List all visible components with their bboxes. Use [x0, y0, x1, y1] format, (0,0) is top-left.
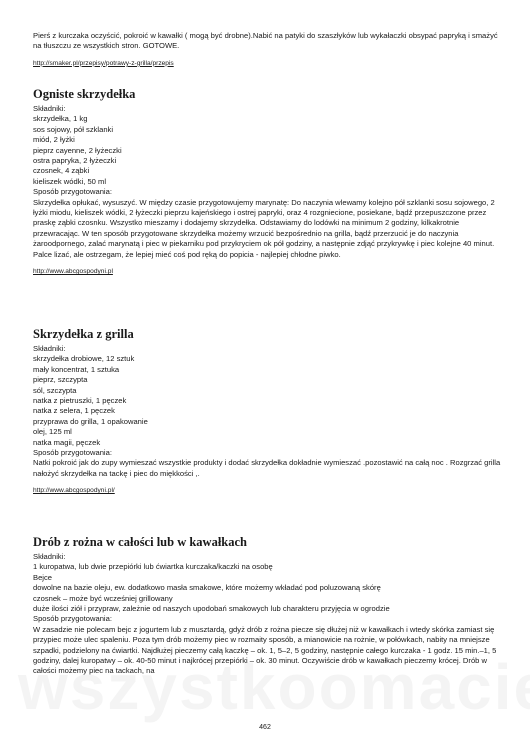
recipe-title: Drób z rożna w całości lub w kawałkach	[33, 535, 248, 549]
ingredient-item: przyprawa do grilla, 1 opakowanie	[33, 416, 148, 426]
ingredient-item: 1 kuropatwa, lub dwie przepiórki lub ćwiartka kurczaka/kaczki na osobę	[33, 562, 273, 572]
recipe-source-link[interactable]: http://www.abcgospodyni.pl	[33, 268, 113, 276]
ingredient-item: dowolne na bazie oleju, ew. dodatkowo masła smakowe, które możemy wkładać pod poluzowaną skórę	[33, 583, 381, 593]
ingredient-item: mały koncentrat, 1 sztuka	[33, 364, 120, 374]
ingredient-item: czosnek, 4 ząbki	[33, 166, 90, 176]
ingredient-item: Bejce	[33, 572, 52, 582]
ingredient-item: natka z pietruszki, 1 pęczek	[33, 396, 127, 406]
recipe-ogniste-skrzydelka	[33, 87, 501, 278]
intro-text: Pierś z kurczaka oczyścić, pokroić w kawałki ( mogą być drobne).Nabić na patyki do szaszłyków lub wykałaczki obsypać papryką i smażyć na tłuszczu ze wszystkich stron. GOTOWE.	[33, 31, 498, 51]
method-label: Sposób przygotowania:	[33, 614, 112, 624]
ingredients-label: Składniki:	[33, 344, 66, 353]
method-text: Skrzydełka opłukać, wysuszyć. W między czasie przygotowujemy marynatę: Do naczynia wlewamy kolejno pół szklanki sosu sojowego, 2 łyżki miodu, kieliszek wódki, 2 łyżeczki pieprzu kajeńskiego i ostrej papryki, oraz 4 rozgniecione, posiekane, bądź przepuszczone przez praskę ząbki czosnku. Wszystko mieszamy i dodajemy skrzydełka. Odstawiamy do lodówki na minimum 2 godziny, kilkakrotnie przewracając. W ten sposób przygotowane skrzydełka możemy wrzucić bezpośrednio na grilla, bądź przerzucić je do naczynia żaroodpornego, zalać marynatą i piec w piekarniku pod przykryciem ok pół godziny, a następnie zdjąć przykrywkę i piec kolejne 40 minut. Palce lizać, ale ostrzegam, że lepiej mieć coś pod ręką do popicia - najlepiej chłodne piwko.	[33, 197, 495, 259]
method-text: Natki pokroić jak do zupy wymieszać wszystkie produkty i dodać skrzydełka dokładnie wymieszać .pozostawić na całą noc . Rozgrzać grilla nałożyć skrzydełka na tackę i piec do miękkości ,.	[33, 458, 501, 478]
method-label: Sposób przygotowania:	[33, 448, 112, 458]
recipe-drob-z-rozna	[33, 535, 501, 677]
recipe-skrzydelka-z-grilla	[33, 327, 501, 497]
page-number: 462	[259, 724, 271, 731]
intro-section	[33, 31, 501, 70]
ingredient-item: pieprz, szczypta	[33, 375, 88, 385]
ingredient-item: natka magii, pęczek	[33, 437, 101, 447]
intro-source-link[interactable]: http://smaker.pl/przepisy/potrawy-z-grilla/przepis	[33, 59, 174, 67]
ingredient-item: miód, 2 łyżki	[33, 135, 75, 145]
ingredient-item: duże ilości ziół i przypraw, zależnie od naszych upodobań smakowych lub charakteru przyjęcia w ogrodzie	[33, 604, 390, 614]
ingredient-item: czosnek – może być wcześniej grillowany	[33, 593, 173, 603]
ingredients-label: Składniki:	[33, 552, 66, 561]
recipe-title: Skrzydełka z grilla	[33, 327, 134, 341]
method-label: Sposób przygotowania:	[33, 187, 112, 197]
recipe-title: Ogniste skrzydełka	[33, 87, 136, 101]
ingredient-item: olej, 125 ml	[33, 427, 72, 437]
ingredient-item: kieliszek wódki, 50 ml	[33, 176, 107, 186]
recipe-source-link[interactable]: http://www.abcgospodyni.pl/	[33, 487, 115, 495]
ingredient-item: skrzydełka drobiowe, 12 sztuk	[33, 354, 135, 364]
ingredients-label: Składniki:	[33, 104, 66, 113]
ingredient-item: sos sojowy, pół szklanki	[33, 124, 114, 134]
ingredient-item: pieprz cayenne, 2 łyżeczki	[33, 145, 122, 155]
ingredient-item: ostra papryka, 2 łyżeczki	[33, 156, 117, 166]
ingredient-item: skrzydełka, 1 kg	[33, 114, 88, 124]
ingredient-item: sól, szczypta	[33, 385, 77, 395]
ingredient-item: natka z selera, 1 pęczek	[33, 406, 115, 416]
method-text: W zasadzie nie polecam bejc z jogurtem lub z musztardą, gdyż drób z rożna piecze się dłużej niż w kawałkach i wtedy skórka zamiast się przypiec może ulec spaleniu. Poza tym drób możemy piec w rozmaity sposób, a mianowicie na rożnie, w połówkach, nabity na mniejsze szpadki, podzielony na ćwiartki. Najdłużej pieczemy całą kaczkę – ok. 1, 5–2, 5 godziny, następnie całego kurczaka - 1 godz. 15 min.–1, 5 godziny, dalej kuropatwy – ok. 40-50 minut i najkrócej przepiórki – ok. 30 minut. Oczywiście drób w kawałkach pieczemy krócej. Drób w całości możemy piec na tackach, na	[33, 624, 497, 676]
